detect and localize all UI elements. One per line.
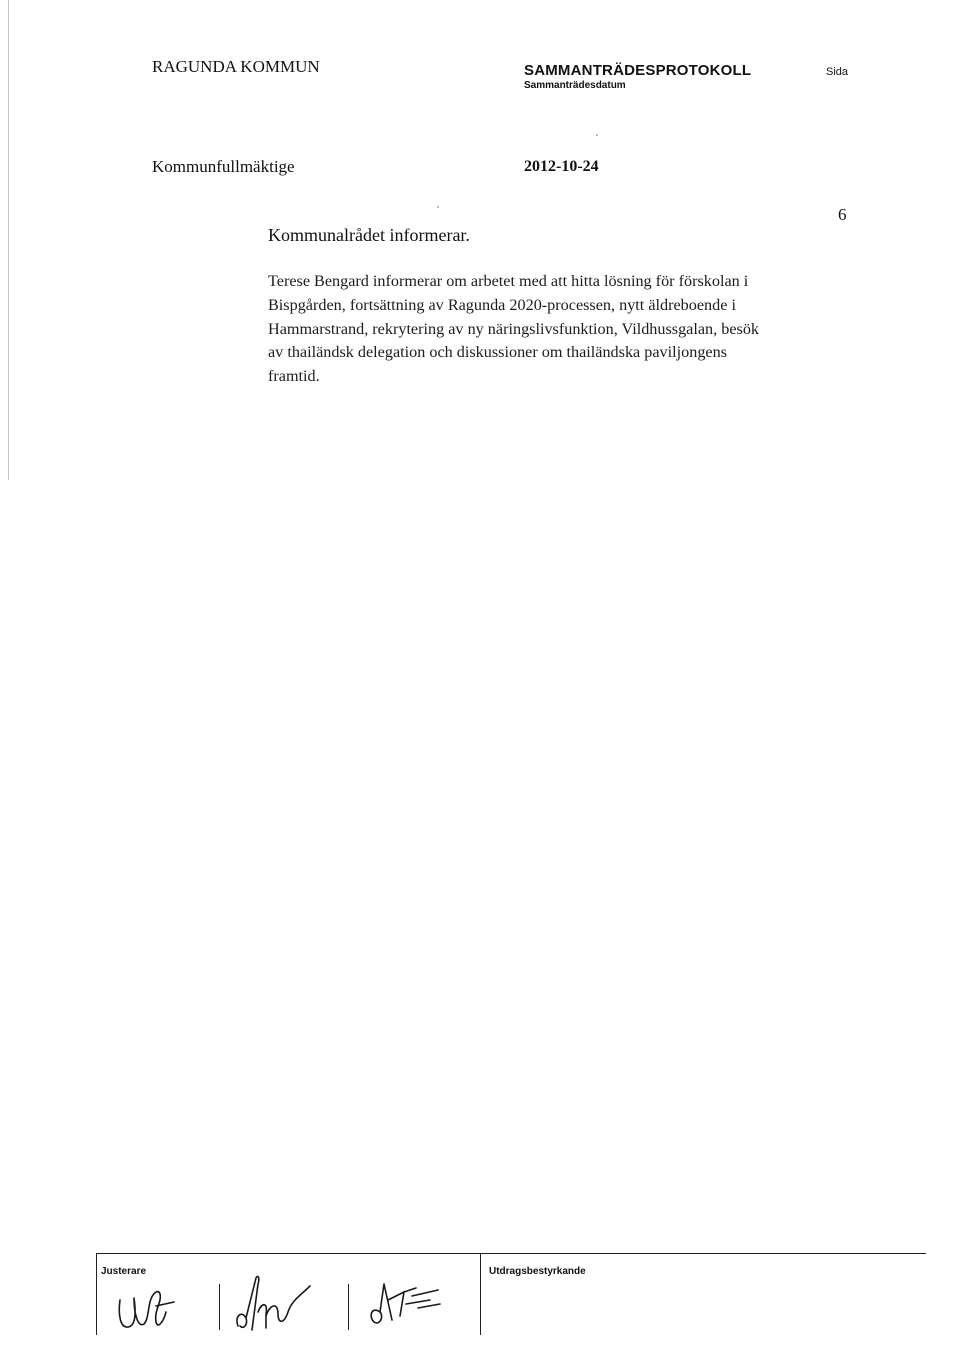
document-title: SAMMANTRÄDESPROTOKOLL bbox=[524, 62, 752, 79]
meeting-date: 2012-10-24 bbox=[524, 158, 599, 175]
scan-speck bbox=[596, 134, 598, 136]
paragraph-line: framtid. bbox=[268, 367, 320, 386]
paragraph-line: Terese Bengard informerar om arbetet med att hitta lösning för förskolan i bbox=[268, 272, 749, 290]
section-heading: Kommunalrådet informerar. bbox=[268, 225, 470, 245]
signature-2 bbox=[228, 1272, 328, 1336]
scan-speck bbox=[437, 206, 439, 208]
justerare-label: Justerare bbox=[101, 1266, 147, 1277]
footer-left-border bbox=[96, 1253, 97, 1335]
section-number: 6 bbox=[838, 205, 847, 224]
footer-rule bbox=[96, 1253, 926, 1254]
footer-divider bbox=[480, 1253, 481, 1335]
meeting-date-label: Sammanträdesdatum bbox=[524, 80, 626, 91]
signature-3 bbox=[360, 1276, 450, 1334]
scan-edge-line bbox=[8, 0, 9, 480]
paragraph-line: av thailändsk delegation och diskussioner om thailändska paviljongens bbox=[268, 343, 728, 362]
paragraph-line: Hammarstrand, rekrytering av ny näringslivsfunktion, Vildhussgalan, besök bbox=[268, 319, 760, 338]
organization-name: RAGUNDA KOMMUN bbox=[152, 57, 320, 76]
signature-separator bbox=[348, 1284, 349, 1330]
signature-separator bbox=[219, 1284, 220, 1330]
section-paragraph bbox=[268, 270, 844, 389]
signature-1 bbox=[112, 1280, 192, 1336]
body-name: Kommunfullmäktige bbox=[152, 157, 295, 176]
page-label: Sida bbox=[826, 66, 849, 78]
utdragsbestyrkande-label: Utdragsbestyrkande bbox=[489, 1266, 586, 1277]
paragraph-line: Bispgården, fortsättning av Ragunda 2020-processen, nytt äldreboende i bbox=[268, 295, 736, 314]
